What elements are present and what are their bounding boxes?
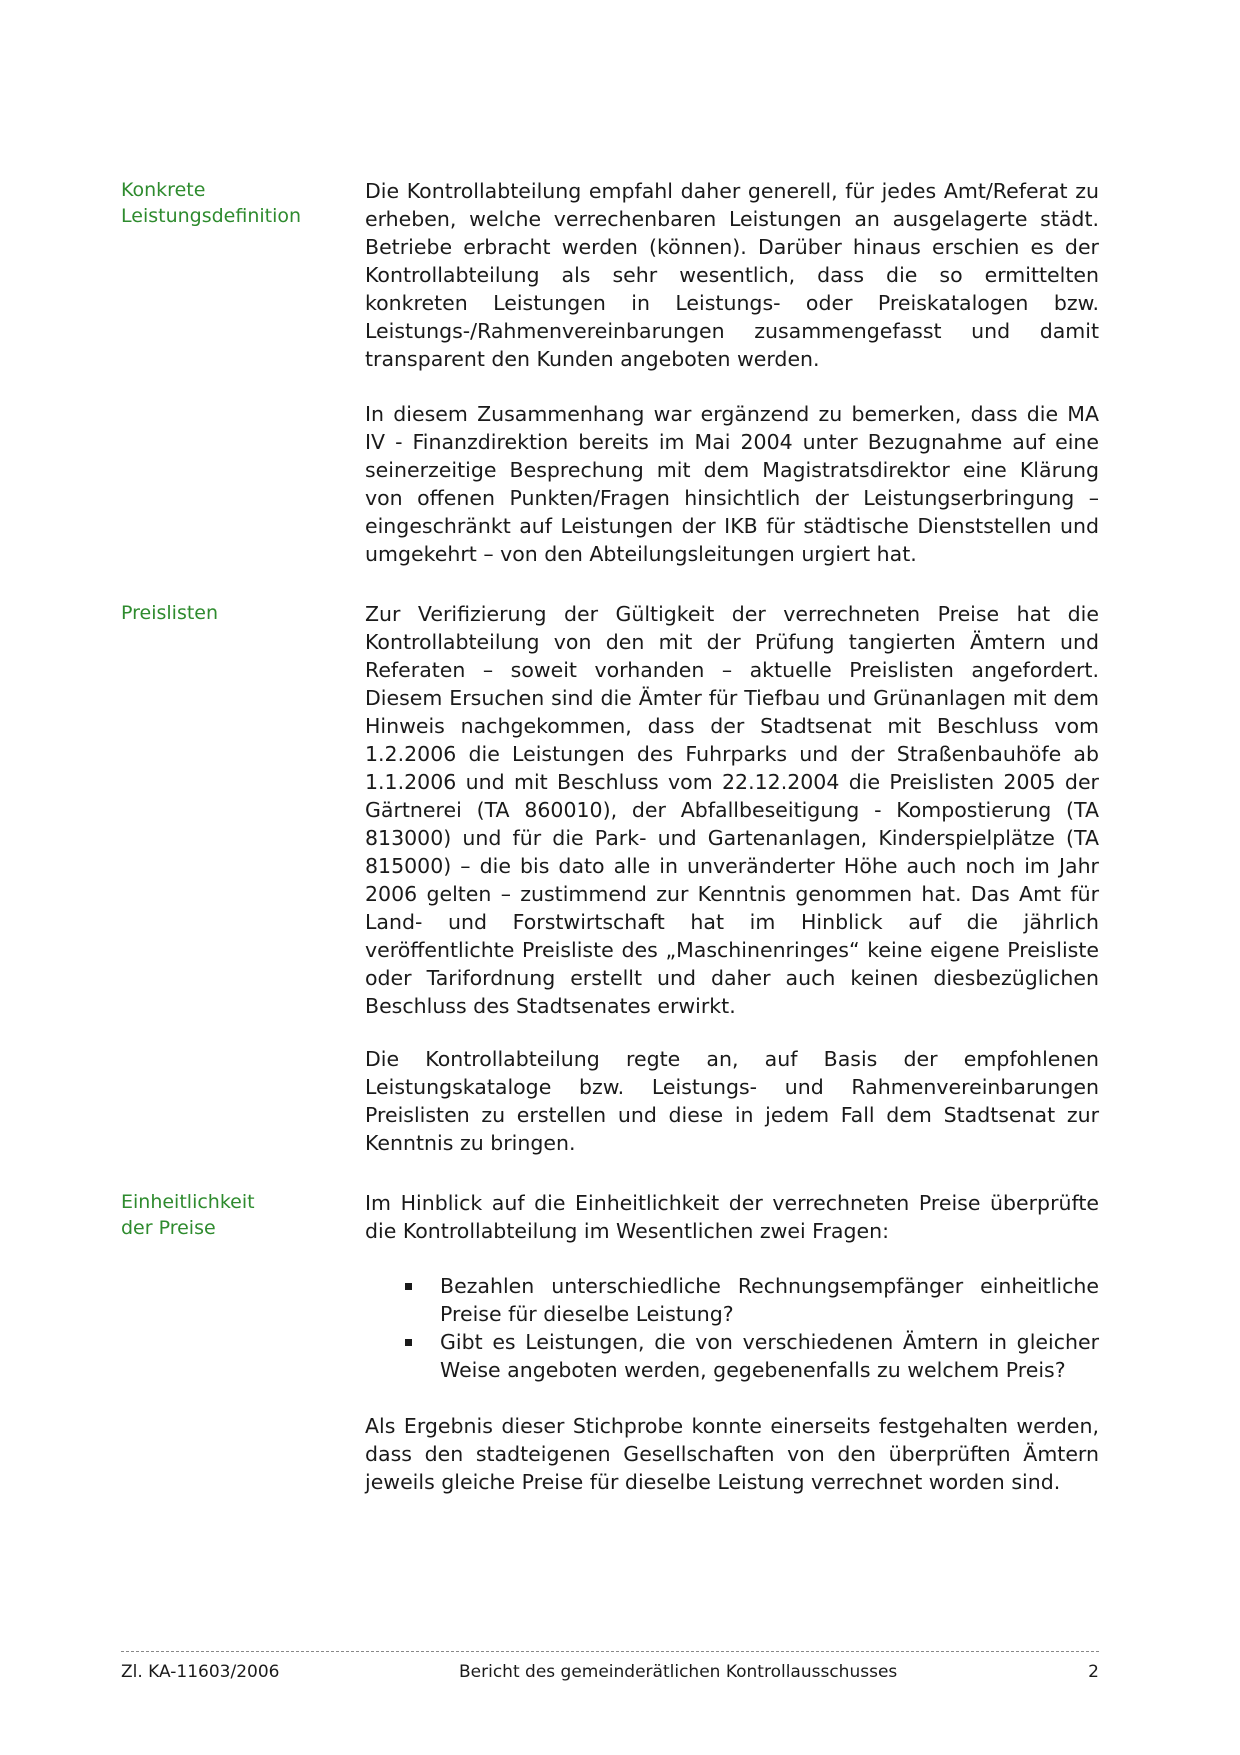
margin-heading-konkrete-leistungsdefinition [121,177,331,229]
list-item [365,1328,1099,1384]
list-item-text: Bezahlen unterschiedliche Rechnungsempfänger einheitliche Preise für dieselbe Leistung? [440,1274,1099,1326]
paragraph-text: Im Hinblick auf die Einheitlichkeit der verrechneten Preise überprüfte die Kontrollabteilung im Wesentlichen zwei Fragen: [365,1191,1099,1243]
paragraph-leistungsdefinition-1 [365,177,1099,373]
square-bullet-icon [405,1339,412,1346]
margin-heading-preislisten [121,600,331,626]
question-bullet-list [365,1272,1099,1384]
paragraph-text: Als Ergebnis dieser Stichprobe konnte einerseits festgehalten werden, dass den stadteigenen Gesellschaften von den überprüften Ämtern jeweils gleiche Preise für dieselbe Leistung verrechnet worden sind. [365,1414,1099,1494]
paragraph-text: In diesem Zusammenhang war ergänzend zu bemerken, dass die MA IV - Finanzdirektion bereits im Mai 2004 unter Bezugnahme auf eine seinerzeitige Besprechung mit dem Magistratsdirektor eine Klärung von offenen Punkten/Fragen hinsichtlich der Leistungserbringung – eingeschränkt auf Leistungen der IKB für städtische Dienststellen und umgekehrt – von den Abteilungsleitungen urgiert hat. [365,402,1099,566]
report-title: Bericht des gemeinderätlichen Kontrollausschusses [459,1662,898,1682]
margin-heading-line: der Preise [121,1217,216,1239]
paragraph-leistungsdefinition-2 [365,400,1099,568]
paragraph-preislisten-2 [365,1045,1099,1157]
page-number: 2 [1088,1662,1099,1682]
paragraph-text: Die Kontrollabteilung empfahl daher generell, für jedes Amt/Referat zu erheben, welche verrechenbaren Leistungen an ausgelagerte städt. Betriebe erbracht werden (können). Darüber hinaus erschien es der Kontrollabteilung als sehr wesentlich, dass die so ermittelten konkreten Leistungen in Leistungs- oder Preiskatalogen bzw. Leistungs-/Rahmenvereinbarungen zusammengefasst und damit transparent den Kunden angeboten werden. [365,179,1099,371]
margin-heading-line: Einheitlichkeit [121,1191,255,1213]
paragraph-einheitlichkeit-intro [365,1189,1099,1245]
list-item [365,1272,1099,1328]
list-item-text: Gibt es Leistungen, die von verschiedenen Ämtern in gleicher Weise angeboten werden, gegebenenfalls zu welchem Preis? [440,1330,1099,1382]
margin-heading-line: Konkrete [121,179,206,201]
document-reference: Zl. KA-11603/2006 [121,1662,280,1682]
margin-heading-line: Leistungsdefinition [121,205,302,227]
margin-heading-line: Preislisten [121,602,219,624]
square-bullet-icon [405,1283,412,1290]
paragraph-text: Zur Verifizierung der Gültigkeit der verrechneten Preise hat die Kontrollabteilung von den mit der Prüfung tangierten Ämtern und Referaten – soweit vorhanden – aktuelle Preislisten angefordert. Diesem Ersuchen sind die Ämter für Tiefbau und Grünanlagen mit dem Hinweis nachgekommen, dass der Stadtsenat mit Beschluss vom 1.2.2006 die Leistungen des Fuhrparks und der Straßenbauhöfe ab 1.1.2006 und mit Beschluss vom 22.12.2004 die Preislisten 2005 der Gärtnerei (TA 860010), der Abfallbeseitigung - Kompostierung (TA 813000) und für die Park- und Gartenanlagen, Kinderspielplätze (TA 815000) – die bis dato alle in unveränderter Höhe auch noch im Jahr 2006 gelten – zustimmend zur Kenntnis genommen hat. Das Amt für Land- und Forstwirtschaft hat im Hinblick auf die jährlich veröffentlichte Preisliste des „Maschinenringes“ keine eigene Preisliste oder Tarifordnung erstellt und daher auch keinen diesbezüglichen Beschluss des Stadtsenates erwirkt. [365,602,1099,1018]
footer-divider [121,1651,1099,1652]
paragraph-preislisten-1 [365,600,1099,1020]
paragraph-einheitlichkeit-conclusion [365,1412,1099,1496]
paragraph-text: Die Kontrollabteilung regte an, auf Basis der empfohlenen Leistungskataloge bzw. Leistungs- und Rahmenvereinbarungen Preislisten zu erstellen und diese in jedem Fall dem Stadtsenat zur Kenntnis zu bringen. [365,1047,1099,1155]
margin-heading-einheitlichkeit-der-preise [121,1189,331,1241]
